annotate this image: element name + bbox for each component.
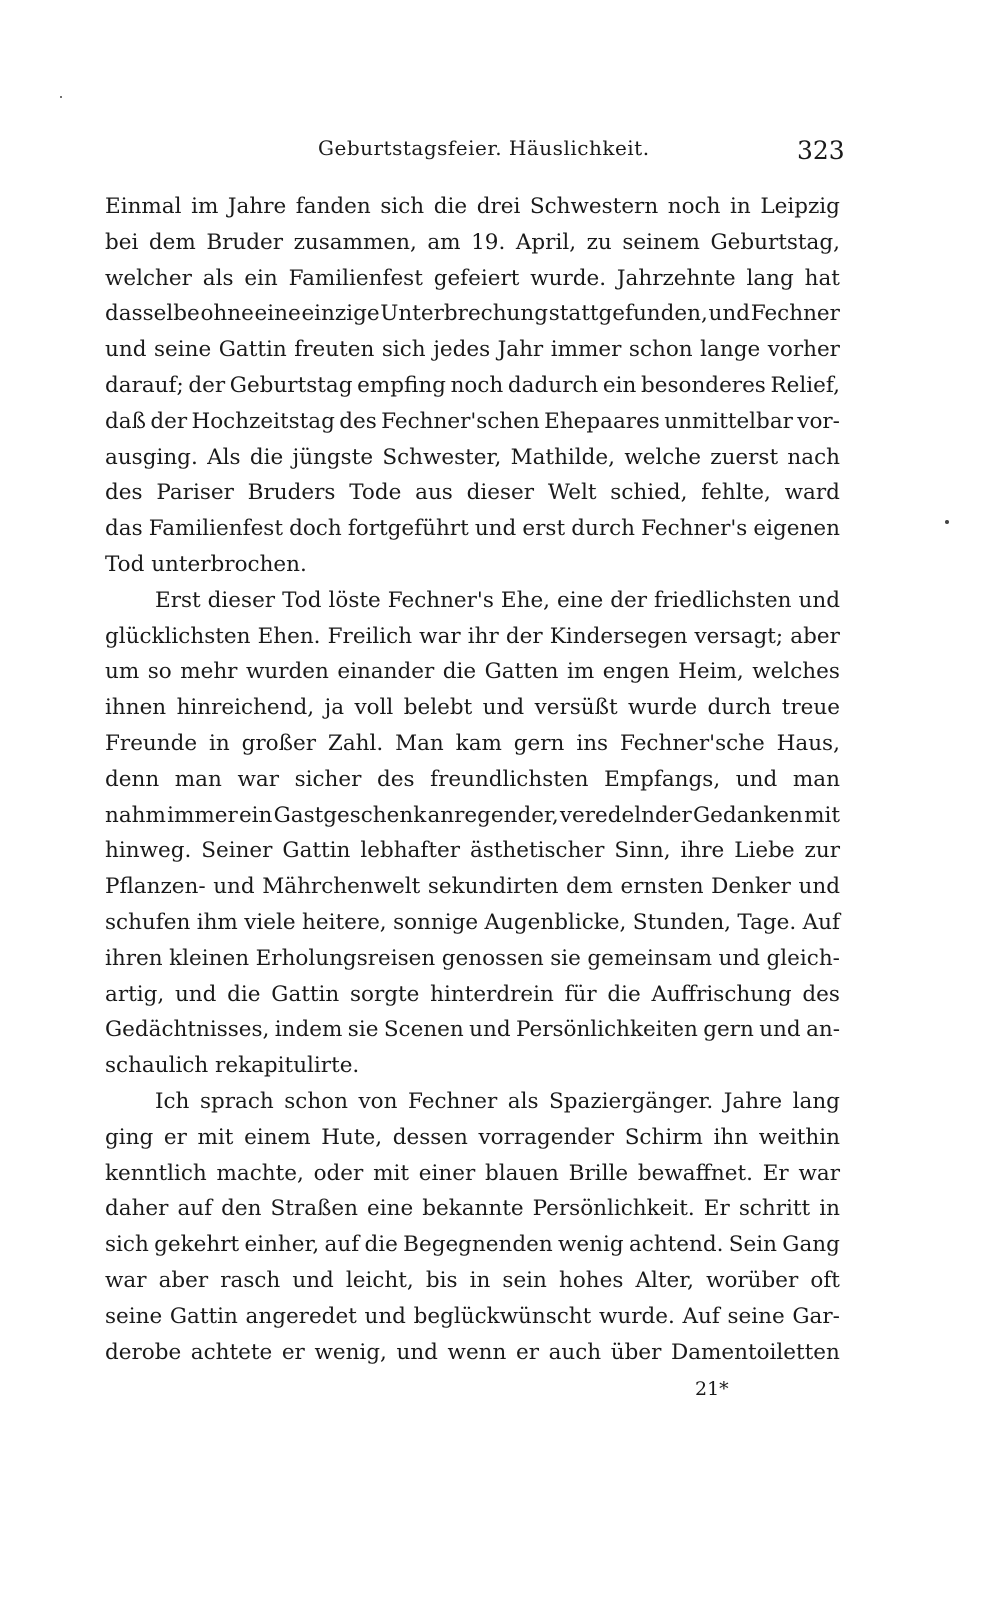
- paragraph-end-line: Tod unterbrochen.: [105, 551, 307, 577]
- text-line: um so mehr wurden einander die Gatten im engen Heim, welches: [105, 659, 840, 685]
- signature-mark: 21*: [695, 1378, 729, 1400]
- text-line: Gedächtnisses, indem sie Scenen und Persönlichkeiten gern und an-: [105, 1017, 840, 1043]
- text-line: artig, und die Gattin sorgte hinterdrein für die Auffrischung des: [105, 981, 840, 1007]
- text-line: derobe achtete er wenig, und wenn er auch über Damentoiletten: [105, 1339, 840, 1365]
- text-line: dasselbe ohne eine einzige Unterbrechung stattgefunden, und Fechner: [105, 301, 840, 327]
- text-line: glücklichsten Ehen. Freilich war ihr der Kindersegen versagt; aber: [105, 623, 840, 649]
- text-line: seine Gattin angeredet und beglückwünscht wurde. Auf seine Gar-: [105, 1303, 840, 1329]
- text-line: und seine Gattin freuten sich jedes Jahr immer schon lange vorher: [105, 337, 840, 363]
- text-line: ihnen hinreichend, ja voll belebt und versüßt wurde durch treue: [105, 695, 840, 721]
- page-number: 323: [797, 136, 845, 165]
- text-line: daß der Hochzeitstag des Fechner'schen Ehepaares unmittelbar vor-: [105, 408, 840, 434]
- paper-speck: [60, 96, 62, 98]
- text-line: das Familienfest doch fortgeführt und erst durch Fechner's eigenen: [105, 516, 840, 542]
- text-line: ihren kleinen Erholungsreisen genossen sie gemeinsam und gleich-: [105, 945, 840, 971]
- running-title: Geburtstagsfeier. Häuslichkeit.: [318, 136, 650, 160]
- paragraph-start-line: Erst dieser Tod löste Fechner's Ehe, eine der friedlichsten und: [155, 587, 840, 613]
- text-line: hinweg. Seiner Gattin lebhafter ästhetischer Sinn, ihre Liebe zur: [105, 838, 840, 864]
- text-line: bei dem Bruder zusammen, am 19. April, zu seinem Geburtstag,: [105, 229, 840, 255]
- text-line: Einmal im Jahre fanden sich die drei Schwestern noch in Leipzig: [105, 194, 840, 219]
- body-text: [105, 189, 840, 1370]
- text-line: schufen ihm viele heitere, sonnige Augenblicke, Stunden, Tage. Auf: [105, 909, 840, 935]
- text-line: ging er mit einem Hute, dessen vorragender Schirm ihn weithin: [105, 1124, 840, 1150]
- paragraph-start-line: Ich sprach schon von Fechner als Spaziergänger. Jahre lang: [155, 1088, 840, 1114]
- text-line: kenntlich machte, oder mit einer blauen Brille bewaffnet. Er war: [105, 1160, 840, 1186]
- text-line: des Pariser Bruders Tode aus dieser Welt schied, fehlte, ward: [105, 480, 840, 506]
- text-line: welcher als ein Familienfest gefeiert wurde. Jahrzehnte lang hat: [105, 265, 840, 291]
- paper-speck: [945, 520, 949, 524]
- text-line: sich gekehrt einher, auf die Begegnenden wenig achtend. Sein Gang: [105, 1232, 840, 1258]
- text-line: Pflanzen- und Mährchenwelt sekundirten dem ernsten Denker und: [105, 874, 840, 900]
- text-line: denn man war sicher des freundlichsten Empfangs, und man: [105, 766, 840, 792]
- text-line: darauf; der Geburtstag empfing noch dadurch ein besonderes Relief,: [105, 372, 840, 398]
- text-line: Freunde in großer Zahl. Man kam gern ins Fechner'sche Haus,: [105, 730, 840, 756]
- paragraph-end-line: schaulich rekapitulirte.: [105, 1053, 360, 1079]
- text-line: ausging. Als die jüngste Schwester, Mathilde, welche zuerst nach: [105, 444, 840, 470]
- text-line: war aber rasch und leicht, bis in sein hohes Alter, worüber oft: [105, 1267, 840, 1293]
- text-line: daher auf den Straßen eine bekannte Persönlichkeit. Er schritt in: [105, 1196, 840, 1222]
- text-line: nahm immer ein Gastgeschenk anregender, veredelnder Gedanken mit: [105, 802, 840, 828]
